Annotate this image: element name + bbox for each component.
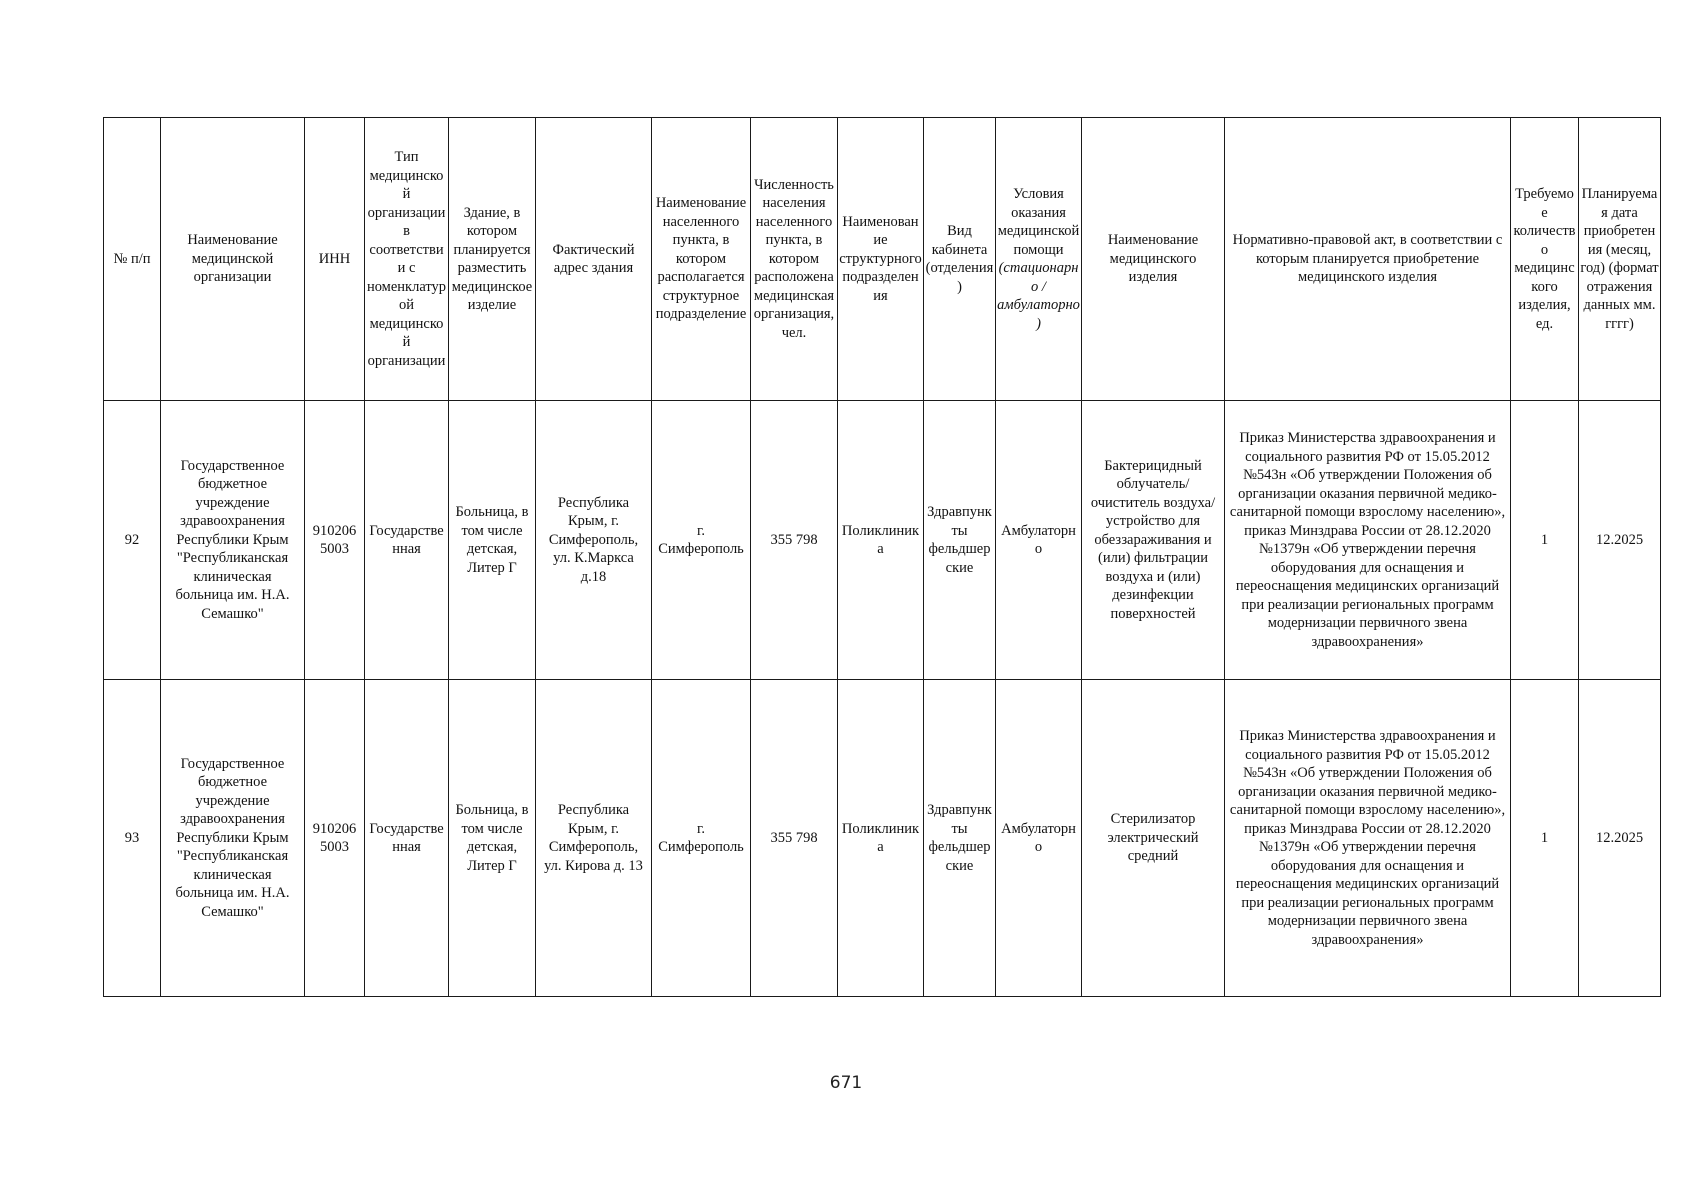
col-header-cabinet-type: Вид кабинета (отделения): [924, 118, 996, 401]
cell-address: Республика Крым, г. Симферополь, ул. К.Маркса д.18: [536, 401, 652, 680]
conditions-label: Условия оказания медицинской помощи: [997, 186, 1080, 258]
col-header-number: № п/п: [104, 118, 161, 401]
cell-number: 93: [104, 680, 161, 997]
cell-cabinet-type: Здравпункты фельдшерские: [924, 401, 996, 680]
cell-legal-act: Приказ Министерства здравоохранения и социального развития РФ от 15.05.2012 №543н «Об утверждении Положения об организации оказания первичной медико-санитарной помощи взрослому населению», приказ Минздрава России от 28.12.2020 №1379н «Об утверждении перечня оборудования для оснащения и переоснащения медицинских организаций при реализации региональных программ модернизации первичного звена здравоохранения»: [1225, 401, 1511, 680]
col-header-population: Численность населения населенного пункта, в котором расположена медицинская организация, чел.: [751, 118, 838, 401]
col-header-org-type: Тип медицинской организации в соответствии с номенклатурой медицинской организации: [365, 118, 449, 401]
page-number: 671: [829, 1073, 863, 1093]
col-header-device: Наименование медицинского изделия: [1082, 118, 1225, 401]
cell-address: Республика Крым, г. Симферополь, ул. Кирова д. 13: [536, 680, 652, 997]
cell-device: Стерилизатор электрический средний: [1082, 680, 1225, 997]
medical-equipment-table: [103, 117, 1661, 997]
col-header-date: Планируемая дата приобретения (месяц, год) (формат отражения данных мм. гггг): [1579, 118, 1661, 401]
cell-device: Бактерицидный облучатель/ очиститель воздуха/ устройство для обеззараживания и (или) фильтрации воздуха и (или) дезинфекции поверхностей: [1082, 401, 1225, 680]
col-header-legal-act: Нормативно-правовой акт, в соответствии с которым планируется приобретение медицинского изделия: [1225, 118, 1511, 401]
col-header-building: Здание, в котором планируется разместить медицинское изделие: [449, 118, 536, 401]
cell-population: 355 798: [751, 401, 838, 680]
cell-structural-unit: Поликлиника: [838, 401, 924, 680]
table-header-row: [104, 118, 1661, 401]
cell-building: Больница, в том числе детская, Литер Г: [449, 680, 536, 997]
cell-org-type: Государственная: [365, 680, 449, 997]
cell-cabinet-type: Здравпункты фельдшерские: [924, 680, 996, 997]
cell-conditions: Амбулаторно: [996, 680, 1082, 997]
conditions-note: (стационарно / амбулаторно): [997, 260, 1080, 332]
table-row: [104, 680, 1661, 997]
cell-inn: 910206 5003: [305, 401, 365, 680]
col-header-inn: ИНН: [305, 118, 365, 401]
col-header-structural-unit: Наименование структурного подразделения: [838, 118, 924, 401]
cell-date: 12.2025: [1579, 401, 1661, 680]
cell-quantity: 1: [1511, 401, 1579, 680]
cell-inn: 910206 5003: [305, 680, 365, 997]
cell-conditions: Амбулаторно: [996, 401, 1082, 680]
cell-quantity: 1: [1511, 680, 1579, 997]
col-header-conditions: [996, 118, 1082, 401]
cell-structural-unit: Поликлиника: [838, 680, 924, 997]
cell-org-type: Государственная: [365, 401, 449, 680]
col-header-quantity: Требуемое количество медицинского изделия, ед.: [1511, 118, 1579, 401]
cell-locality: г. Симферополь: [652, 680, 751, 997]
col-header-address: Фактический адрес здания: [536, 118, 652, 401]
cell-locality: г. Симферополь: [652, 401, 751, 680]
cell-legal-act: Приказ Министерства здравоохранения и социального развития РФ от 15.05.2012 №543н «Об утверждении Положения об организации оказания первичной медико-санитарной помощи взрослому населению», приказ Минздрава России от 28.12.2020 №1379н «Об утверждении перечня оборудования для оснащения и переоснащения медицинских организаций при реализации региональных программ модернизации первичного звена здравоохранения»: [1225, 680, 1511, 997]
cell-population: 355 798: [751, 680, 838, 997]
cell-number: 92: [104, 401, 161, 680]
col-header-organization: Наименование медицинской организации: [161, 118, 305, 401]
cell-building: Больница, в том числе детская, Литер Г: [449, 401, 536, 680]
cell-organization: Государственное бюджетное учреждение здравоохранения Республики Крым "Республиканская клиническая больница им. Н.А. Семашко": [161, 680, 305, 997]
table-row: [104, 401, 1661, 680]
cell-organization: Государственное бюджетное учреждение здравоохранения Республики Крым "Республиканская клиническая больница им. Н.А. Семашко": [161, 401, 305, 680]
col-header-locality: Наименование населенного пункта, в котором располагается структурное подразделение: [652, 118, 751, 401]
cell-date: 12.2025: [1579, 680, 1661, 997]
